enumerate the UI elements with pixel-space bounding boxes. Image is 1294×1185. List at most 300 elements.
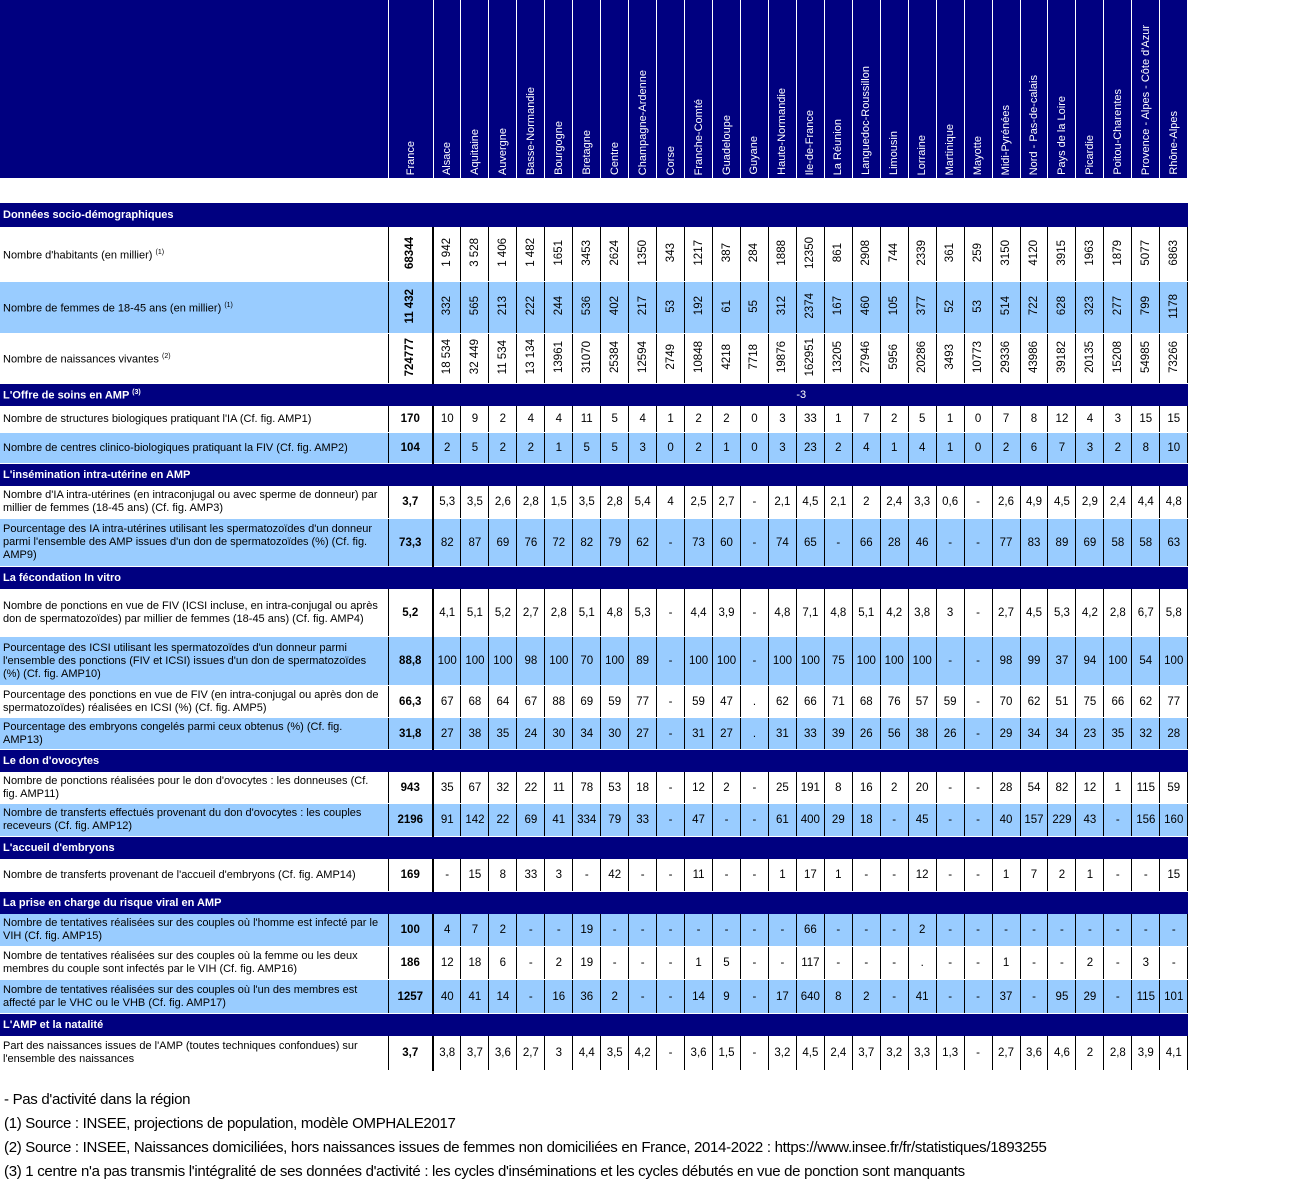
cell-value: 5 [611, 442, 618, 454]
cell-value: - [1060, 957, 1064, 969]
section-title-text: Le don d'ovocytes [3, 755, 100, 767]
row-label [0, 486, 388, 519]
section-note [796, 464, 1187, 487]
cell-value: 70 [580, 655, 594, 667]
region-header [545, 0, 573, 178]
cell-value: 7 [1058, 442, 1066, 454]
region-value-cell [796, 804, 824, 837]
cell-value: 71 [831, 695, 845, 708]
region-value-cell [433, 406, 461, 433]
cell-value: - [724, 869, 729, 881]
cell-value: 4 [918, 442, 926, 454]
table-row [0, 282, 1188, 334]
region-value-cell [461, 772, 489, 804]
cell-value: 2 [499, 413, 507, 425]
region-value-cell [908, 718, 936, 750]
region-value-cell [685, 1036, 713, 1071]
cell-value: 222 [524, 296, 537, 316]
cell-value: 1963 [1083, 239, 1096, 266]
cell-value: 1 406 [496, 238, 509, 267]
region-value-cell [1020, 282, 1048, 334]
cell-value: 88,8 [399, 655, 422, 667]
region-value-cell [517, 433, 545, 464]
cell-value: 2 [918, 924, 926, 936]
cell-value: 4,8 [606, 606, 623, 619]
region-value-cell [936, 519, 964, 567]
region-value-cell [1048, 282, 1076, 334]
region-value-cell [936, 947, 964, 980]
region-value-cell [601, 433, 629, 464]
region-value-cell [1104, 486, 1132, 519]
cell-value: 54 [1027, 781, 1041, 794]
cell-value: - [752, 1047, 757, 1059]
region-value-cell [992, 486, 1020, 519]
region-value-cell [1076, 406, 1104, 433]
region-value-cell [1048, 637, 1076, 686]
region-value-cell [685, 589, 713, 637]
cell-value: 3,5 [578, 496, 595, 508]
region-value-cell [657, 686, 685, 718]
cell-value: 565 [468, 296, 481, 316]
cell-value: 377 [916, 296, 929, 316]
region-value-cell [1020, 772, 1048, 804]
cell-value: 47 [692, 814, 705, 826]
cell-value: 34 [1027, 727, 1041, 740]
cell-value: 69 [496, 536, 510, 549]
region-value-cell [601, 406, 629, 433]
region-header-label: Lorraine [916, 134, 929, 175]
region-value-cell [657, 859, 685, 892]
region-header-label: Languedoc-Roussillon [860, 66, 873, 175]
region-value-cell [573, 227, 601, 282]
cell-value: 1 [667, 413, 674, 425]
cell-value: 5,1 [858, 606, 875, 619]
region-value-cell [740, 519, 768, 567]
cell-value: 19 [580, 924, 594, 936]
region-value-cell [657, 718, 685, 750]
cell-value: 33 [524, 869, 538, 881]
cell-value: - [1004, 924, 1008, 936]
region-value-cell [1048, 980, 1076, 1014]
region-value-cell [1076, 282, 1104, 334]
region-header [908, 0, 936, 178]
region-header [388, 0, 433, 178]
region-value-cell [573, 859, 601, 892]
region-value-cell [824, 772, 852, 804]
region-value-cell [1020, 947, 1048, 980]
region-value-cell [936, 227, 964, 282]
cell-value: 1 [1114, 781, 1122, 794]
row-label-text: Nombre de femmes de 18-45 ans (en millier) [3, 302, 222, 315]
region-value-cell [908, 589, 936, 637]
region-header-label: Franche-Comté [692, 98, 705, 175]
region-value-cell [1048, 718, 1076, 750]
region-value-cell [1048, 519, 1076, 567]
cell-value: 2 [1058, 869, 1066, 881]
section-title-text: La prise en charge du risque viral en AMP [3, 897, 222, 909]
region-value-cell [433, 334, 461, 384]
row-label [0, 406, 388, 433]
region-value-cell [545, 637, 573, 686]
region-value-cell [461, 486, 489, 519]
cell-value: 56 [887, 727, 901, 740]
region-value-cell [489, 282, 517, 334]
region-value-cell [740, 772, 768, 804]
france-value-cell [388, 486, 433, 519]
cell-value: 73,3 [399, 536, 422, 549]
cell-value: 861 [832, 242, 845, 263]
region-value-cell [992, 859, 1020, 892]
france-value-cell [388, 1036, 433, 1071]
cell-value: 19876 [776, 341, 789, 373]
region-value-cell [992, 686, 1020, 718]
region-value-cell [824, 804, 852, 837]
cell-value: 3915 [1055, 239, 1068, 266]
region-value-cell [601, 519, 629, 567]
region-value-cell [629, 519, 657, 567]
region-value-cell [740, 406, 768, 433]
cell-value: 1,3 [942, 1047, 959, 1059]
region-value-cell [601, 637, 629, 686]
cell-value: 105 [888, 296, 901, 316]
region-value-cell [964, 804, 992, 837]
region-value-cell [880, 859, 908, 892]
region-value-cell [936, 637, 964, 686]
cell-value: 32 449 [468, 339, 481, 375]
cell-value: 4,2 [634, 1047, 651, 1059]
region-value-cell [936, 406, 964, 433]
region-value-cell [824, 947, 852, 980]
cell-value: - [976, 924, 980, 936]
cell-value: 5,2 [494, 606, 511, 619]
cell-value: - [612, 957, 617, 969]
cell-value: - [948, 536, 953, 549]
cell-value: 3,2 [886, 1047, 903, 1059]
cell-value: . [920, 957, 924, 969]
cell-value: 2,8 [1109, 606, 1126, 619]
cell-value: 1 [835, 869, 842, 881]
region-header [796, 0, 824, 178]
cell-value: 4,5 [802, 496, 819, 508]
region-value-cell [657, 334, 685, 384]
region-value-cell [573, 637, 601, 686]
region-value-cell [796, 947, 824, 980]
region-value-cell [517, 589, 545, 637]
region-value-cell [573, 406, 601, 433]
region-value-cell [824, 718, 852, 750]
cell-value: 58 [1111, 536, 1125, 549]
region-value-cell [545, 804, 573, 837]
row-label-text: Part des naissances issues de l'AMP (toutes techniques confondues) sur l'ensemble des naissances [3, 1040, 358, 1065]
cell-value: 68344 [404, 236, 417, 269]
cell-value: 47 [720, 695, 733, 708]
cell-value: 7 [863, 413, 870, 425]
region-value-cell [1104, 804, 1132, 837]
cell-value: 2,6 [494, 496, 511, 508]
cell-value: 41 [552, 814, 566, 826]
cell-value: 37 [999, 990, 1013, 1003]
cell-value: 64 [496, 695, 510, 708]
cell-value: 186 [400, 957, 420, 969]
cell-value: - [948, 655, 953, 667]
region-value-cell [880, 718, 908, 750]
region-value-cell [517, 334, 545, 384]
region-value-cell [964, 772, 992, 804]
cell-value: 4,8 [830, 606, 847, 619]
region-value-cell [489, 406, 517, 433]
cell-value: 722 [1027, 296, 1040, 316]
region-header-row [0, 0, 1188, 178]
cell-value: 20 [915, 781, 929, 794]
cell-value: 4,9 [1025, 496, 1042, 508]
cell-value: 30 [608, 727, 622, 740]
region-value-cell [852, 947, 880, 980]
region-value-cell [852, 334, 880, 384]
region-value-cell [629, 227, 657, 282]
region-header-label: Midi-Pyrénées [1000, 104, 1013, 175]
region-value-cell [489, 914, 517, 947]
region-value-cell [992, 282, 1020, 334]
cell-value: - [752, 781, 757, 794]
region-value-cell [1132, 686, 1160, 718]
region-value-cell [1160, 637, 1188, 686]
region-value-cell [517, 686, 545, 718]
cell-value: - [948, 924, 953, 936]
cell-value: 12350 [804, 236, 817, 269]
region-value-cell [629, 718, 657, 750]
region-value-cell [461, 519, 489, 567]
region-value-cell [489, 1036, 517, 1071]
region-value-cell [601, 486, 629, 519]
region-value-cell [657, 519, 685, 567]
region-value-cell [1160, 519, 1188, 567]
region-value-cell [852, 227, 880, 282]
region-value-cell [601, 282, 629, 334]
cell-value: 14 [496, 990, 510, 1003]
region-value-cell [1160, 433, 1188, 464]
region-value-cell [768, 227, 796, 282]
cell-value: 100 [884, 655, 904, 667]
cell-value: 2,8 [606, 496, 623, 508]
cell-value: 1 [1002, 869, 1010, 881]
region-value-cell [573, 519, 601, 567]
cell-value: 27 [636, 727, 650, 740]
region-value-cell [1132, 804, 1160, 837]
cell-value: - [836, 536, 841, 549]
cell-value: 1 [555, 442, 562, 454]
region-value-cell [1132, 637, 1160, 686]
region-value-cell [713, 406, 741, 433]
cell-value: 26 [859, 727, 873, 740]
region-value-cell [461, 227, 489, 282]
region-value-cell [433, 637, 461, 686]
region-value-cell [601, 1036, 629, 1071]
region-value-cell [545, 914, 573, 947]
region-value-cell [1020, 334, 1048, 384]
cell-value: 62 [636, 536, 650, 549]
region-value-cell [461, 637, 489, 686]
footnote-2: (2) Source : INSEE, Naissances domiciliées, hors naissances issues de femmes non domiciliées en France, 2014-2022 : https://www.insee.fr/fr/statistiques/1893255 [4, 1139, 1047, 1156]
region-value-cell [796, 772, 824, 804]
cell-value: 12 [692, 781, 705, 794]
region-header [1020, 0, 1048, 178]
region-value-cell [796, 1036, 824, 1071]
cell-value: 62 [1027, 695, 1041, 708]
region-value-cell [740, 334, 768, 384]
region-value-cell [880, 519, 908, 567]
region-value-cell [545, 686, 573, 718]
row-label [0, 589, 388, 637]
cell-value: - [640, 957, 645, 969]
section-note [796, 892, 1187, 915]
region-value-cell [768, 486, 796, 519]
cell-value: 2 [1002, 442, 1010, 454]
region-value-cell [1020, 1036, 1048, 1071]
cell-value: - [752, 496, 757, 508]
cell-value: - [1032, 957, 1036, 969]
table-row [0, 1036, 1188, 1071]
region-value-cell [573, 914, 601, 947]
cell-value: - [752, 990, 757, 1003]
region-value-cell [936, 980, 964, 1014]
cell-value: 334 [577, 814, 597, 826]
region-value-cell [433, 1036, 461, 1071]
cell-value: 29 [831, 814, 845, 826]
region-value-cell [545, 486, 573, 519]
cell-value: 1651 [552, 239, 565, 266]
region-value-cell [573, 772, 601, 804]
region-value-cell [1076, 804, 1104, 837]
region-value-cell [713, 947, 741, 980]
region-value-cell [461, 686, 489, 718]
region-value-cell [880, 486, 908, 519]
region-value-cell [1104, 433, 1132, 464]
region-value-cell [908, 519, 936, 567]
cell-value: 15 [1139, 413, 1153, 425]
cell-value: - [668, 606, 673, 619]
cell-value: 4,6 [1053, 1047, 1070, 1059]
cell-value: 514 [1000, 296, 1013, 316]
region-value-cell [908, 859, 936, 892]
cell-value: 2 [695, 413, 702, 425]
region-value-cell [964, 718, 992, 750]
region-value-cell [1132, 980, 1160, 1014]
cell-value: 5,1 [466, 606, 483, 619]
region-header [685, 0, 713, 178]
region-header [713, 0, 741, 178]
cell-value: - [892, 924, 897, 936]
table-row [0, 859, 1188, 892]
region-header [461, 0, 489, 178]
cell-value: 400 [800, 814, 820, 826]
region-value-cell [433, 914, 461, 947]
region-value-cell [964, 406, 992, 433]
cell-value: 2,1 [774, 496, 791, 508]
region-value-cell [1104, 637, 1132, 686]
region-value-cell [1160, 859, 1188, 892]
region-value-cell [461, 406, 489, 433]
cell-value: 2 [555, 957, 562, 969]
row-label-text: Nombre de transferts provenant de l'accueil d'embryons (Cf. fig. AMP14) [3, 868, 356, 881]
region-value-cell [992, 433, 1020, 464]
region-value-cell [880, 947, 908, 980]
cell-value: 4,5 [802, 1047, 819, 1059]
region-value-cell [796, 718, 824, 750]
cell-value: 5 [918, 413, 926, 425]
cell-value: 3,7 [466, 1047, 483, 1059]
region-value-cell [629, 914, 657, 947]
region-header [433, 0, 461, 178]
region-value-cell [685, 486, 713, 519]
region-value-cell [1160, 282, 1188, 334]
cell-value: 4 [639, 413, 646, 425]
cell-value: 89 [1055, 536, 1069, 549]
cell-value: 3 [639, 442, 646, 454]
cell-value: 259 [972, 242, 985, 263]
region-value-cell [685, 980, 713, 1014]
region-value-cell [768, 947, 796, 980]
region-value-cell [824, 914, 852, 947]
cell-value: - [976, 655, 980, 667]
cell-value: 59 [608, 695, 622, 708]
cell-value: 100 [549, 655, 569, 667]
cell-value: 16 [859, 781, 873, 794]
cell-value: 59 [692, 695, 705, 708]
cell-value: 34 [1055, 727, 1069, 740]
cell-value: 82 [1055, 781, 1069, 794]
cell-value: 87 [468, 536, 482, 549]
region-value-cell [992, 947, 1020, 980]
cell-value: 89 [636, 655, 650, 667]
region-value-cell [992, 980, 1020, 1014]
region-value-cell [1048, 914, 1076, 947]
region-header [517, 0, 545, 178]
region-value-cell [1132, 334, 1160, 384]
cell-value: - [836, 924, 841, 936]
region-value-cell [992, 772, 1020, 804]
region-value-cell [936, 334, 964, 384]
region-value-cell [1132, 718, 1160, 750]
cell-value: 1 [946, 442, 954, 454]
cell-value: - [948, 990, 953, 1003]
cell-value: - [976, 990, 980, 1003]
cell-value: 312 [776, 296, 789, 316]
region-value-cell [461, 859, 489, 892]
region-header-label: Provence - Alpes - Côte d'Azur [1139, 24, 1152, 175]
region-value-cell [1160, 947, 1188, 980]
cell-value: 22 [496, 814, 510, 826]
cell-value: 7718 [748, 344, 761, 370]
cell-value: 4,1 [439, 606, 456, 619]
section-title [0, 203, 796, 227]
cell-value: 9 [723, 990, 730, 1003]
table-row [0, 718, 1188, 750]
region-value-cell [880, 334, 908, 384]
region-value-cell [629, 804, 657, 837]
region-value-cell [545, 406, 573, 433]
cell-value: 25 [776, 781, 789, 794]
region-value-cell [964, 282, 992, 334]
cell-value: 7 [1030, 869, 1038, 881]
region-header [657, 0, 685, 178]
region-value-cell [992, 804, 1020, 837]
region-value-cell [1048, 227, 1076, 282]
region-value-cell [964, 433, 992, 464]
cell-value: - [892, 869, 897, 881]
region-value-cell [601, 589, 629, 637]
region-value-cell [768, 914, 796, 947]
cell-value: 29 [999, 727, 1013, 740]
